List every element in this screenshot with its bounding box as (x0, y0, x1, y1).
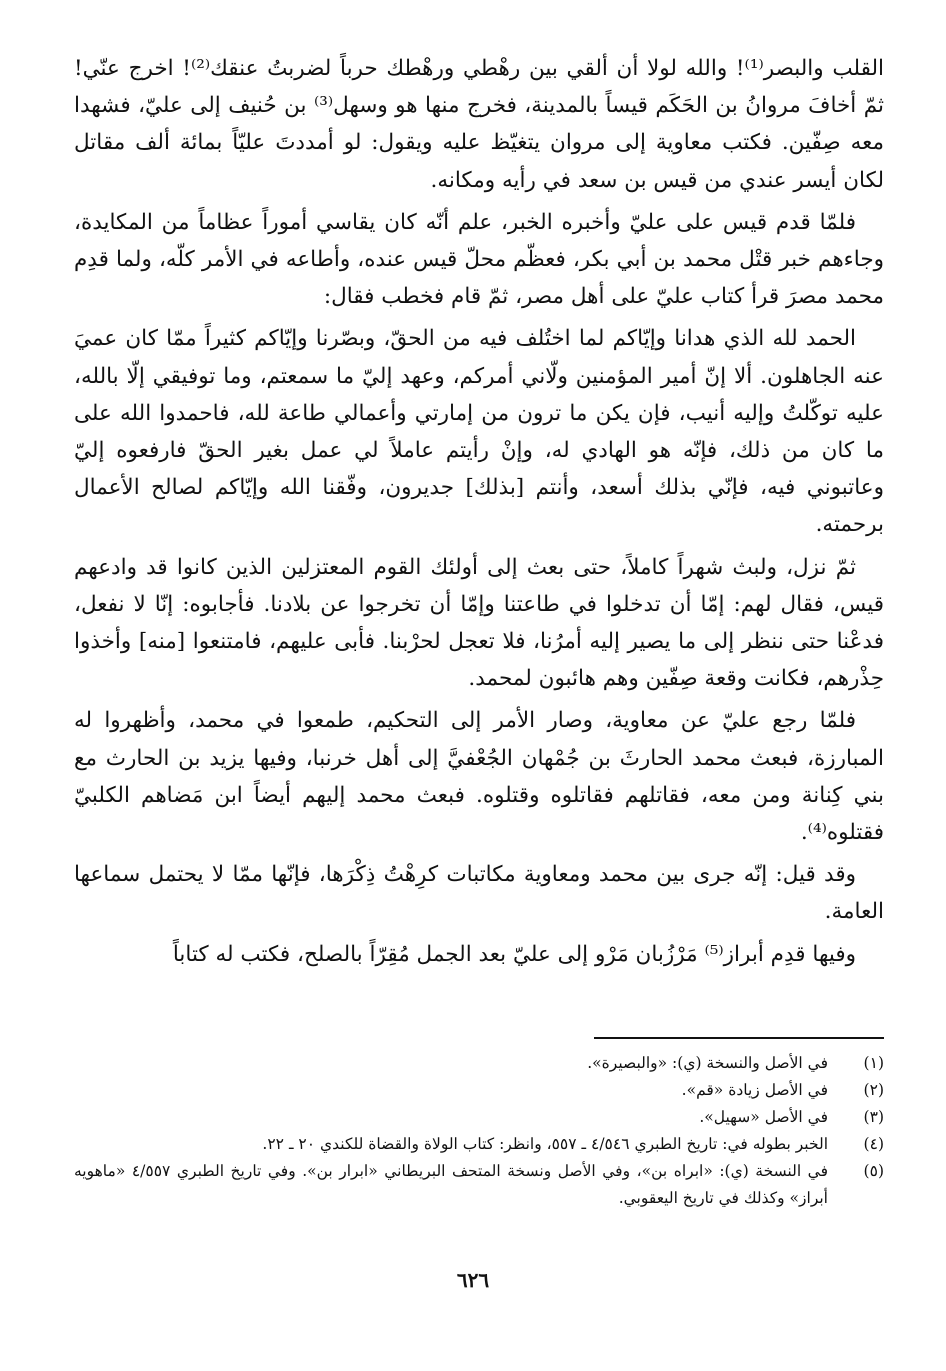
footnote (74, 1077, 884, 1104)
footnote (74, 1104, 884, 1131)
paragraph: فلمّا رجع عليّ عن معاوية، وصار الأمر إلى التحكيم، طمعوا في محمد، وأظهروا له المبارزة، فبعث محمد الحارثَ بن جُمْهان الجُعْفيَّ إلى أهل خرنبا، وفيها يزيد بن الحارث مع بني كِنانة ومن معه، فقاتلهم فقاتلوه وقتلوه. فبعث محمد إليهم أيضاً ابن مَضاهم الكلبيّ فقتلوه⁽⁴⁾. (74, 708, 884, 846)
paragraph: ثمّ نزل، ولبث شهراً كاملاً، حتى بعث إلى أولئك القوم المعتزلين الذين كانوا قد وادعهم قيس، فقال لهم: إمّا أن تدخلوا في طاعتنا وإمّا أن تخرجوا عن بلادنا. فأجابوه: إنّا لا نفعل، فدعْنا حتى ننظر إلى ما يصير إليه أمرُنا، فلا تعجل لحرْبنا. فأبى عليهم، فامتنعوا [منه] وأخذوا حِذْرهم، فكانت وقعة صِفّين وهم هائبون لمحمد. (74, 554, 884, 692)
paragraph: وفيها قدِم أبراز⁽⁵⁾ مَرْزُبان مَرْو إلى عليّ بعد الجمل مُقِرّاً بالصلح، فكتب له كتاباً (172, 941, 856, 967)
paragraph: الحمد لله الذي هدانا وإيّاكم لما اختُلف فيه من الحقّ، وبصّرنا وإيّاكم كثيراً ممّا كان عميَ عنه الجاهلون. ألا إنّ أمير المؤمنين ولّاني أمركم، وعهد إليّ ما سمعتم، وما توفيقي إلّا بالله، عليه توكّلتُ وإليه أنيب، فإن يكن ما ترون من إمارتي وأعمالي طاعة لله، فاحمدوا الله على ما كان من ذلك، فإنّه هو الهادي له، وإنْ رأيتم عاملاً لي عمل بغير الحقّ فارفعوه إليّ وعاتبوني فيه، فإنّي بذلك أسعد، وأنتم [بذلك] جديرون، وفّقنا الله وإيّاكم لصالح الأعمال برحمته. (74, 326, 884, 538)
footnote-number: (٣) (863, 1108, 884, 1126)
footnote-number: (١) (863, 1054, 884, 1072)
footnote-divider (594, 1037, 884, 1039)
paragraph: فلمّا قدم قيس على عليّ وأخبره الخبر، علم أنّه كان يقاسي أموراً عظاماً من المكايدة، وجاءهم خبر قتْل محمد بن أبي بكر، فعظّم محلّ قيس عنده، وأطاعه في الأمر كلّه، ولما قدِم محمد مصرَ قرأ كتاب عليّ على أهل مصر، ثمّ قام فخطب فقال: (74, 209, 884, 310)
footnote-text: في الأصل «سهيل». (699, 1108, 828, 1126)
footnote-text: في الأصل زيادة «قم». (681, 1081, 828, 1099)
footnote-number: (٤) (863, 1135, 884, 1153)
footnote (74, 1158, 884, 1212)
page-number: ٦٢٦ (456, 1268, 490, 1292)
footnote-text: الخبر بطوله في: تاريخ الطبري ٤/٥٤٦ ـ ٥٥٧، وانظر: كتاب الولاة والقضاة للكندي ٢٠ ـ ٢٢. (262, 1135, 828, 1153)
footnote (74, 1131, 884, 1158)
footnote-text: في النسخة (ي): «ابراه بن»، وفي الأصل ونسخة المتحف البريطاني «ابرار بن». وفي تاريخ الطبري ٤/٥٥٧ «ماهويه أبراز» وكذلك في تاريخ اليعقوبي. (74, 1162, 828, 1207)
footnotes (74, 1050, 884, 1212)
paragraph: القلب والبصر⁽¹⁾! والله لولا أن ألقي بين رهْطي ورهْطك حرباً لضربتُ عنقك⁽²⁾! اخرج عنّي! ثمّ أخافَ مروانُ بن الحَكَم قيساً بالمدينة، فخرج منها هو وسهل⁽³⁾ بن حُنيف إلى عليّ، فشهدا معه صِفّين. فكتب معاوية إلى مروان يتغيّظ عليه ويقول: لو أمددتَ عليّاً بمائة ألف مقاتل لكان أيسر عندي من قيس بن سعد في رأيه ومكانه. (74, 56, 885, 193)
footnote (74, 1050, 884, 1077)
main-text (74, 50, 884, 978)
paragraph: وقد قيل: إنّه جرى بين محمد ومعاوية مكاتبات كرِهْتُ ذِكْرَها، فإنّها ممّا لا يحتمل سماعها العامة. (74, 862, 884, 925)
footnote-text: في الأصل والنسخة (ي): «والبصيرة». (587, 1054, 828, 1072)
footnote-number: (٢) (863, 1081, 884, 1099)
footnote-number: (٥) (863, 1162, 884, 1180)
